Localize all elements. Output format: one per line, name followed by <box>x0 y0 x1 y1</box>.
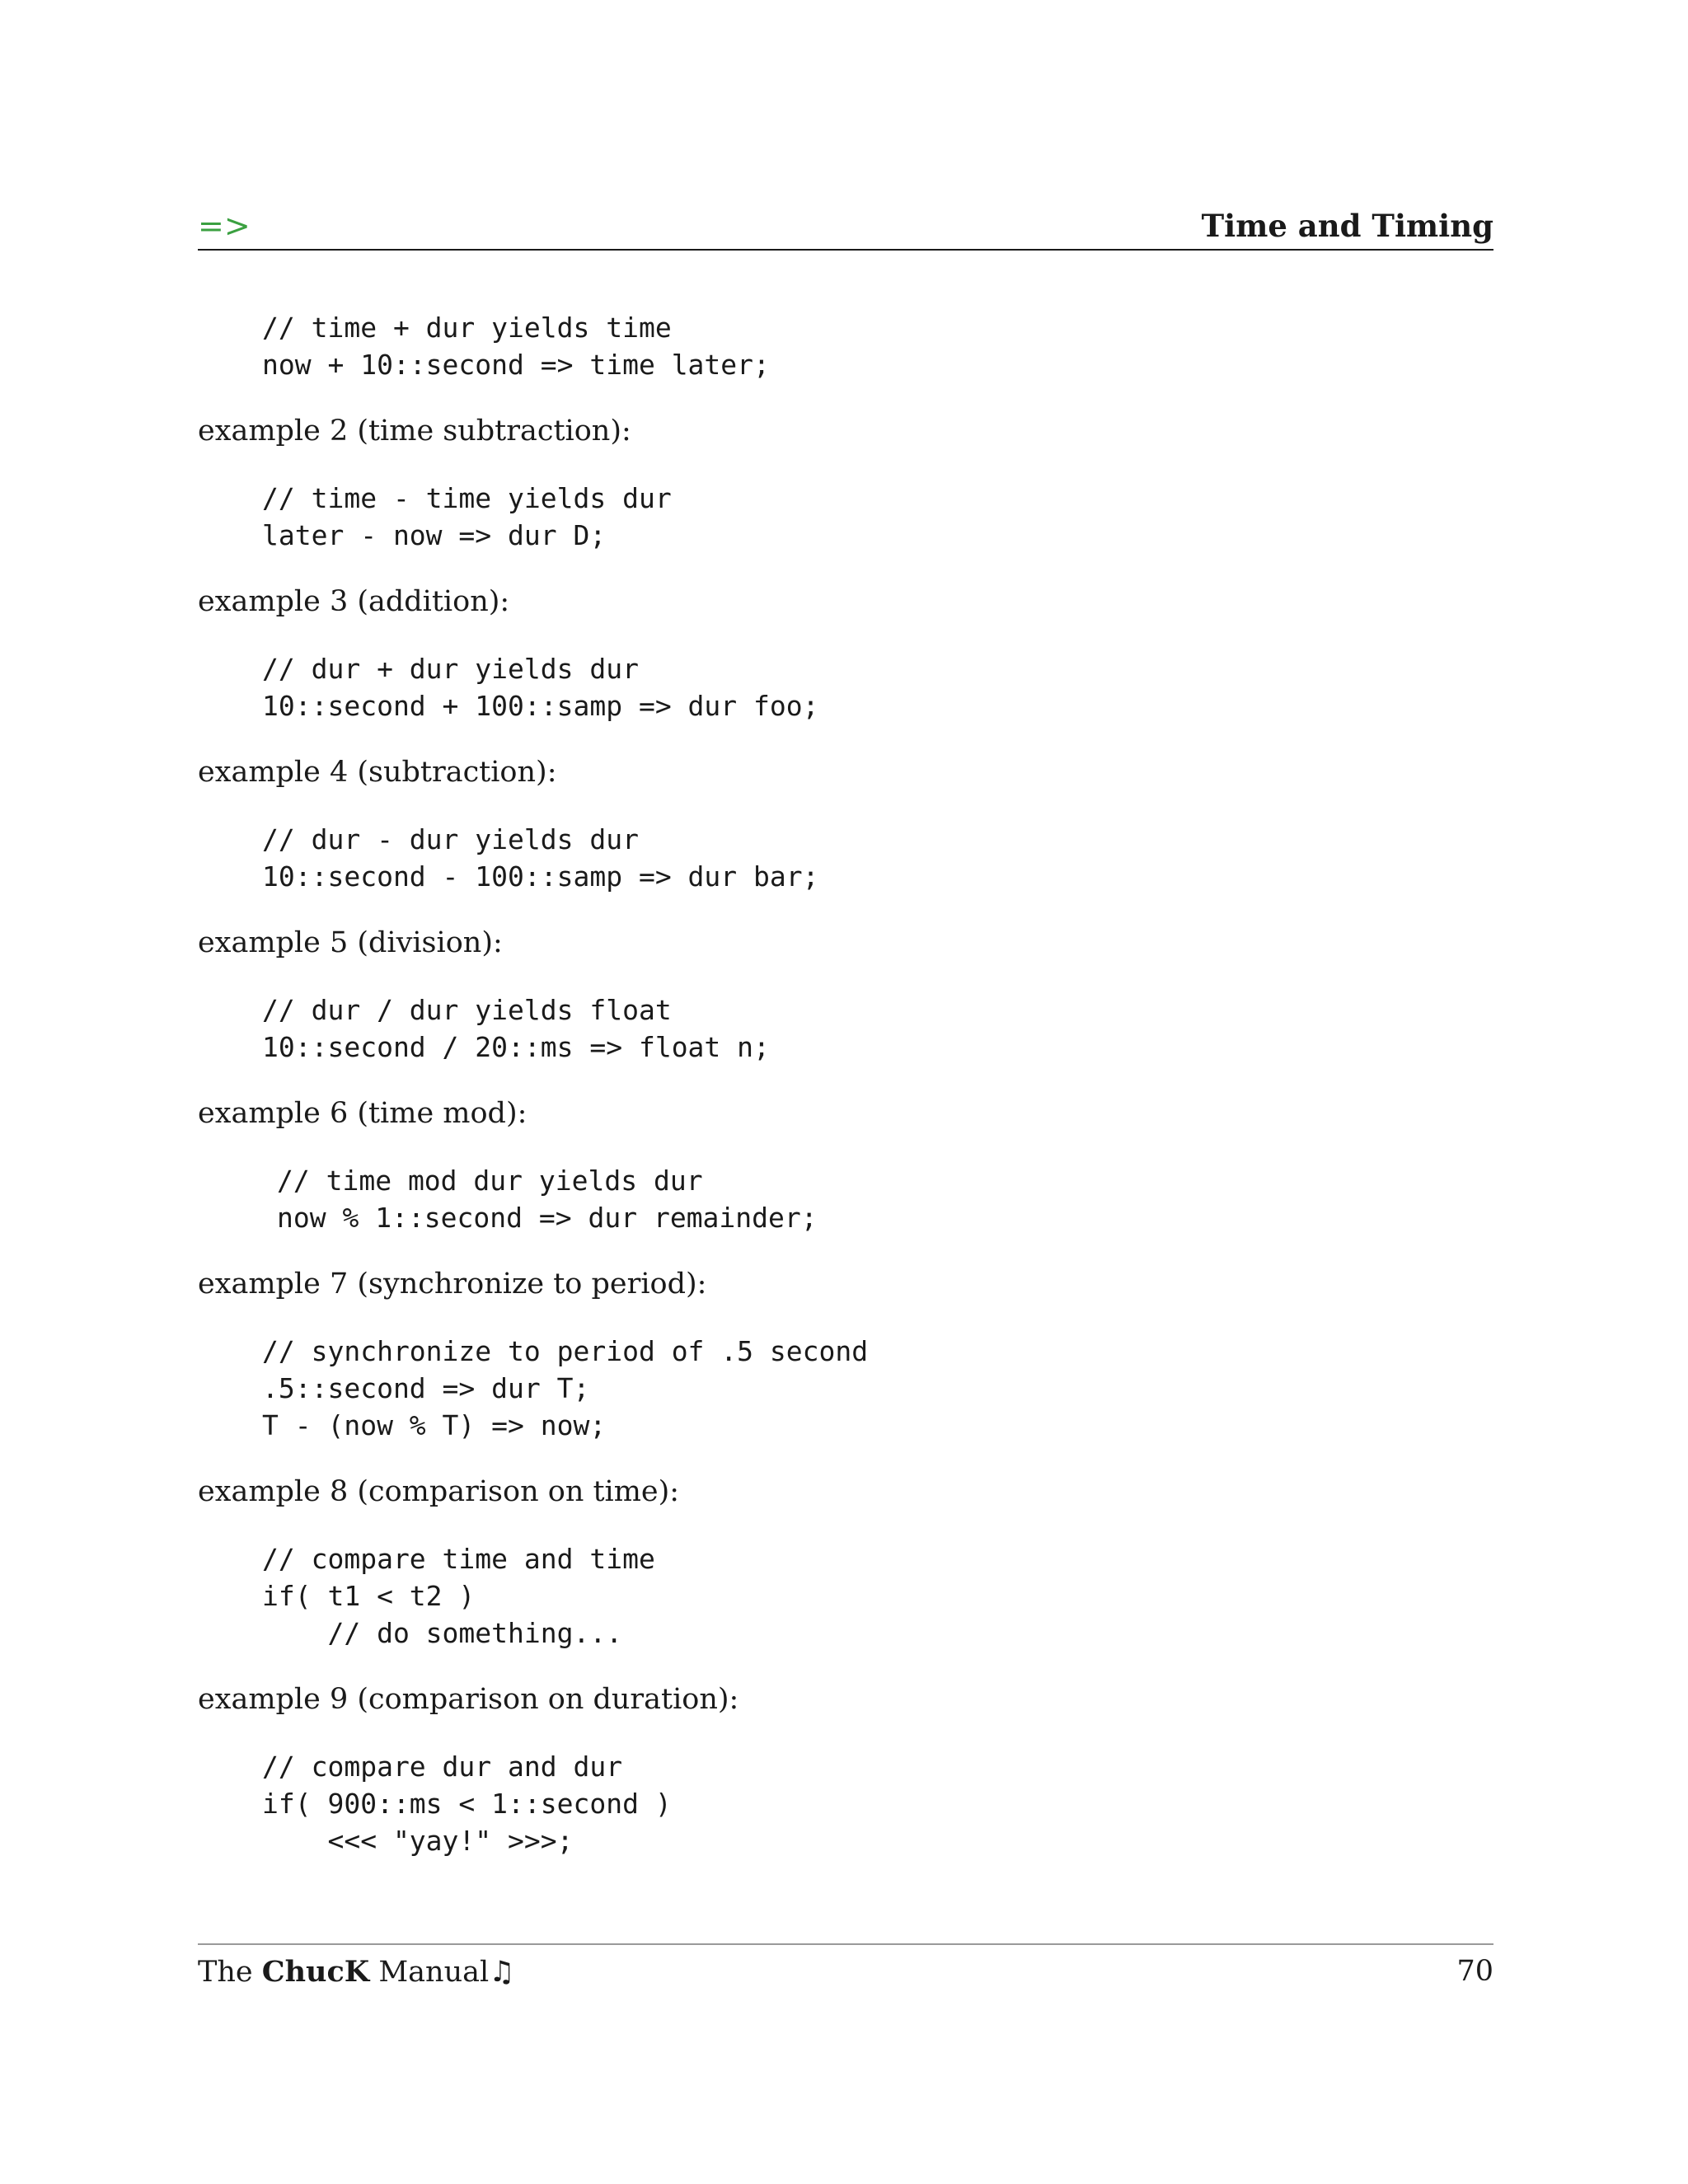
page-header <box>198 198 1493 251</box>
chuck-arrow-logo: => <box>198 208 251 244</box>
code-block: // synchronize to period of .5 second .5::second => dur T; T - (now % T) => now; <box>262 1335 869 1441</box>
manual-title-suffix: Manual♫ <box>369 1956 515 1989</box>
footer-divider <box>198 1943 1493 1945</box>
code-block: // dur / dur yields float 10::second / 20::ms => float n; <box>262 994 770 1063</box>
manual-title-prefix: The <box>198 1956 262 1989</box>
page-content <box>198 309 1493 1859</box>
manual-title <box>198 1955 515 1989</box>
page-number: 70 <box>1456 1955 1493 1988</box>
example-label: example 8 (comparison on time): <box>198 1475 680 1508</box>
example-label: example 4 (subtraction): <box>198 756 557 789</box>
code-block: // time mod dur yields dur now % 1::second => dur remainder; <box>277 1165 818 1234</box>
code-block: // time + dur yields time now + 10::second => time later; <box>262 312 770 381</box>
example-label: example 7 (synchronize to period): <box>198 1268 707 1301</box>
code-block: // dur - dur yields dur 10::second - 100::samp => dur bar; <box>262 823 819 893</box>
example-label: example 6 (time mod): <box>198 1097 528 1130</box>
code-block: // time - time yields dur later - now => dur D; <box>262 482 672 551</box>
code-block: // dur + dur yields dur 10::second + 100::samp => dur foo; <box>262 653 819 722</box>
example-label: example 2 (time subtraction): <box>198 415 631 448</box>
page-footer <box>198 1955 1493 1996</box>
example-label: example 3 (addition): <box>198 585 510 618</box>
example-label: example 9 (comparison on duration): <box>198 1683 739 1716</box>
code-block: // compare dur and dur if( 900::ms < 1::second ) <<< "yay!" >>>; <box>262 1750 672 1857</box>
manual-title-brand: ChucK <box>261 1955 370 1989</box>
example-label: example 5 (division): <box>198 926 503 959</box>
code-block: // compare time and time if( t1 < t2 ) // do something... <box>262 1543 655 1649</box>
section-title: Time and Timing <box>1201 208 1493 244</box>
